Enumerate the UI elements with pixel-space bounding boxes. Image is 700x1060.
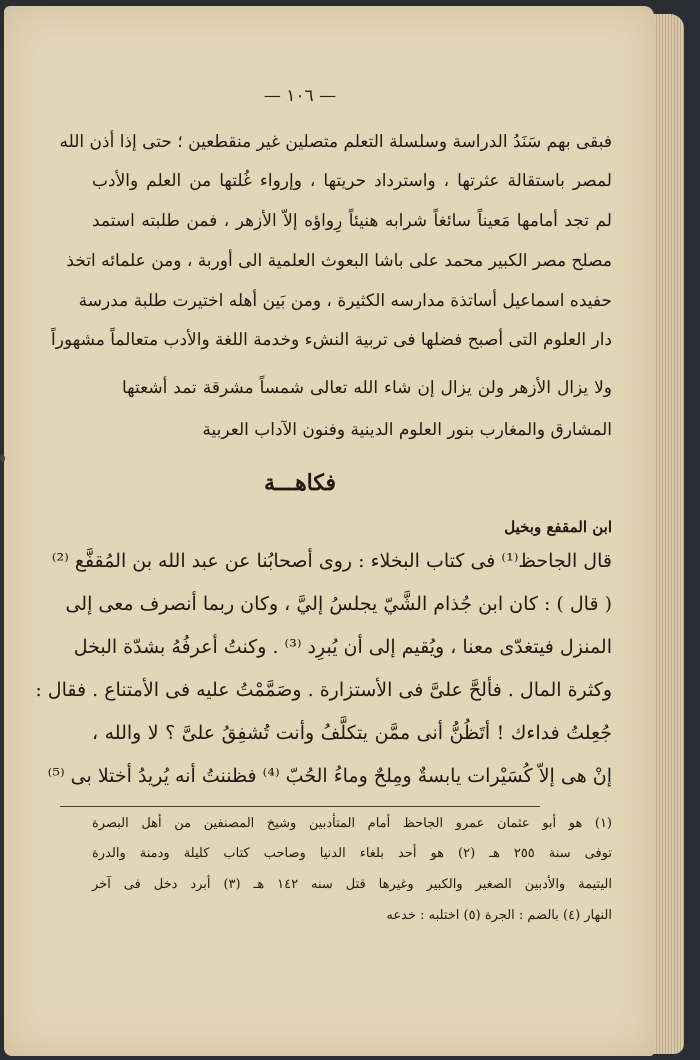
footnote-line: النهار (٤) بالضم : الجرة (٥) اختلبه : خدعه <box>386 908 612 923</box>
footnote-line: (١) هو أبو عثمان عمرو الجاحظ أمام المتأدبين وشيخ المصنفين من أهل البصرة <box>92 816 612 831</box>
page-number: — ١٠٦ — <box>263 86 337 106</box>
footnote-line: توفى سنة ٢٥٥ هـ (٢) هو أحد بلغاء الدنيا وصاحب كتاب كليلة ودمنة والدرة <box>92 846 612 861</box>
story-line: جُعِلتُ فداءك ! أتَظُنُّ أنى ممَّن يتكلَّفُ وأنت تُشفِقُ علىَّ ؟ لا والله ، <box>92 722 612 744</box>
text-line: لمصر باستقالة عثرتها ، واسترداد حريتها ، وإرواء غُلتها من العلم والأدب <box>92 171 612 191</box>
story-line: ( قال ) : كان ابن جُذام الشَّيّ يجلسُ إليَّ ، وكان ربما أنصرف معى إلى <box>65 593 612 615</box>
section-title: فكاهـــة <box>263 470 337 496</box>
text-line: المشارق والمغارب بنور العلوم الدينية وفنون الآداب العربية <box>202 420 612 440</box>
footnote-divider <box>60 806 540 807</box>
text-line: حفيده اسماعيل أساتذة مدارسه الكثيرة ، ومن بَين أهله اختيرت طلبة مدرسة <box>78 291 612 311</box>
footnote-line: اليتيمة والأدبين الصغير والكبير وغيرها قتل سنه ١٤٢ هـ (٣) أبرد دخل فى آخر <box>92 877 612 892</box>
story-line: المنزل فيتغدّى معنا ، ويُقيم إلى أن يُبرِد ⁽³⁾ . وكنتُ أعرفُهُ بشدّة البخل <box>73 636 612 658</box>
text-line: لم تجد أمامها مَعيناً سائغاً شرابه هنيئاً رِواؤه إلاّ الأزهر ، فمن طلبته استمد <box>92 211 612 231</box>
story-title: ابن المقفع وبخيل <box>504 518 612 536</box>
binding-mark <box>0 455 5 462</box>
text-line: فبقى بهم سَنَدُ الدراسة وسلسلة التعلم متصلين غير منقطعين ؛ حتى إذا أذن الله <box>59 132 612 152</box>
text-line: ولا يزال الأزهر ولن يزال إن شاء الله تعالى شمساً مشرقة تمد أشعتها <box>122 378 612 398</box>
story-line: وكثرة المال . فألحَّ علىَّ فى الأستزارة . وصَمَّمْتُ عليه فى الأمتناع . فقال : <box>35 679 612 701</box>
text-line: دار العلوم التى أصبح فضلها فى تربية النشء وخدمة اللغة والأدب متعالماً مشهوراً <box>51 330 612 350</box>
story-line: قال الجاحظ⁽¹⁾ فى كتاب البخلاء : روى أصحابُنا عن عبد الله بن المُقفَّع ⁽²⁾ <box>51 550 612 572</box>
story-line: إنْ هى إلاّ كُسَيْرات يابسةٌ ومِلحٌ وماءُ الحُبّ ⁽⁴⁾ فظننتُ أنه يُريدُ أختلا بى ⁽⁵⁾ <box>47 765 612 787</box>
text-line: مصلح مصر الكبير محمد على باشا البعوث العلمية الى أوربة ، ومن علمائه اتخذ <box>66 251 612 271</box>
